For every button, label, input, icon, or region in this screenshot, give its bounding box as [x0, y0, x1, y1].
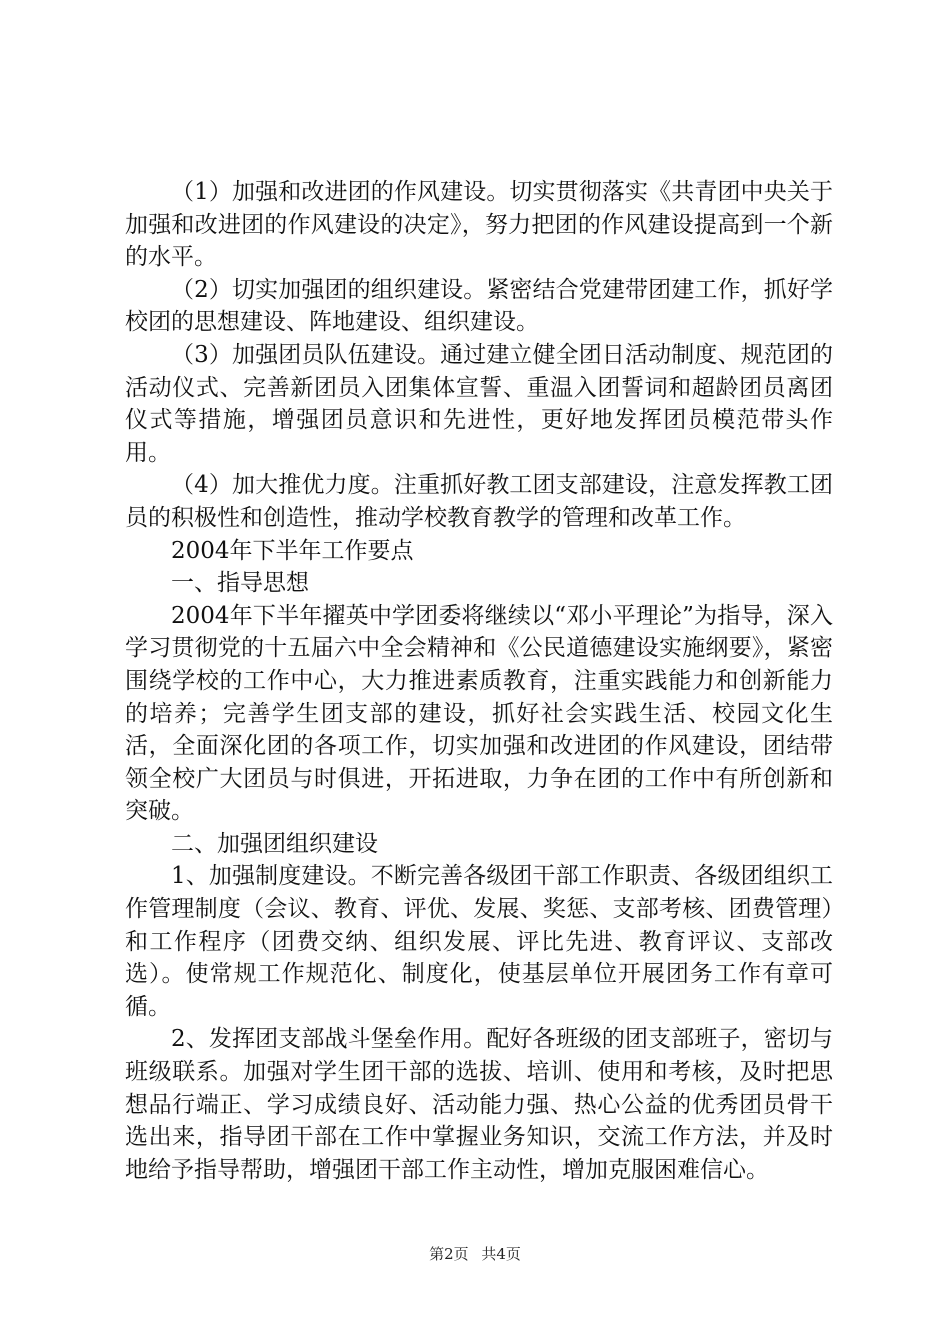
paragraph-recommendation: （4）加大推优力度。注重抓好教工团支部建设，注意发挥教工团员的积极性和创造性，推动学校教育教学的管理和改革工作。 — [125, 472, 833, 531]
section-title-work-points: 2004年下半年工作要点 — [171, 537, 414, 564]
heading-guiding-ideology: 一、指导思想 — [171, 570, 309, 597]
page-total: 共4页 — [481, 1245, 521, 1263]
page-number: 第2页 — [429, 1245, 469, 1263]
heading-organization-building: 二、加强团组织建设 — [171, 830, 378, 857]
paragraph-guiding-ideology: 2004年下半年擢英中学团委将继续以“邓小平理论”为指导，深入学习贯彻党的十五届六中全会精神和《公民道德建设实施纲要》，紧密围绕学校的工作中心，大力推进素质教育，注重实践能力和创新能力的培养；完善学生团支部的建设，抓好社会实践生活、校园文化生活，全面深化团的各项工作，切实加强和改进团的作风建设，团结带领全校广大团员与时俱进，开拓进取，力争在团的工作中有所创新和突破。 — [125, 602, 833, 825]
paragraph-branch-role: 2、发挥团支部战斗堡垒作用。配好各班级的团支部班子，密切与班级联系。加强对学生团干部的选拔、培训、使用和考核，及时把思想品行端正、学习成绩良好、活动能力强、热心公益的优秀团员骨干选出来，指导团干部在工作中掌握业务知识，交流工作方法，并及时地给予指导帮助，增强团干部工作主动性，增加克服困难信心。 — [125, 1026, 833, 1183]
page-footer — [0, 1243, 950, 1264]
paragraph-organization-building: （2）切实加强团的组织建设。紧密结合党建带团建工作，抓好学校团的思想建设、阵地建设、组织建设。 — [125, 276, 833, 336]
paragraph-member-team-building: （3）加强团员队伍建设。通过建立健全团日活动制度、规范团的活动仪式、完善新团员入团集体宣誓、重温入团誓词和超龄团员离团仪式等措施，增强团员意识和先进性，更好地发挥团员模范带头作用。 — [125, 341, 833, 466]
paragraph-style-improvement: （1）加强和改进团的作风建设。切实贯彻落实《共青团中央关于加强和改进团的作风建设的决定》，努力把团的作风建设提高到一个新的水平。 — [125, 179, 833, 271]
paragraph-system-building: 1、加强制度建设。不断完善各级团干部工作职责、各级团组织工作管理制度（会议、教育、评优、发展、奖惩、支部考核、团费管理）和工作程序（团费交纳、组织发展、评比先进、教育评议、支部改选）。使常规工作规范化、制度化，使基层单位开展团务工作有章可循。 — [125, 863, 833, 1020]
document-body — [125, 176, 833, 1186]
